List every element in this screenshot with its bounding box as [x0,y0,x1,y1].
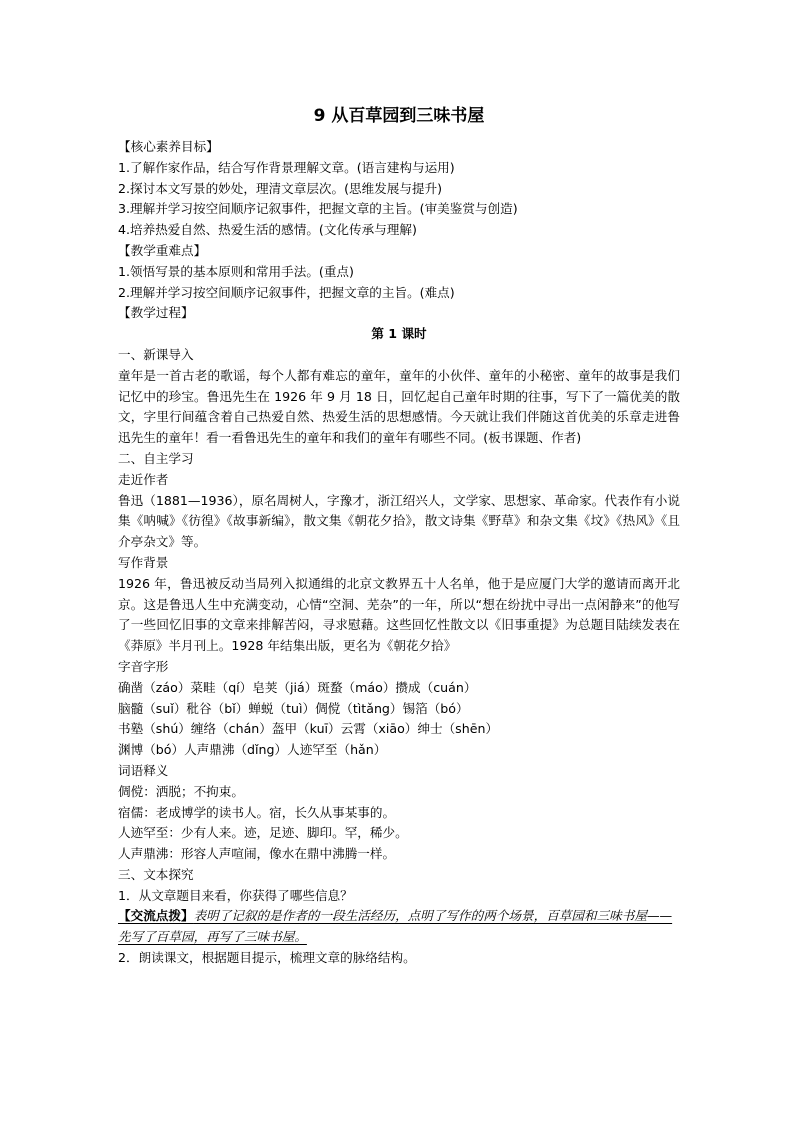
lesson-heading: 第 1 课时 [371,326,427,342]
author-heading: 走近作者 [118,471,169,487]
process-heading: 【教学过程】 [118,305,194,321]
discussion-tip [118,906,680,948]
vocabulary-line: 倜傥：洒脱；不拘束。 [118,783,244,799]
pronunciation-heading: 字音字形 [118,658,169,674]
keypoints-heading: 【教学重难点】 [118,242,207,258]
goal-item: 2.探讨本文写景的妙处，理清文章层次。(思维发展与提升) [118,180,443,196]
question-1: 1．从文章题目来看，你获得了哪些信息？ [118,887,353,903]
section-heading-intro: 一、新课导入 [118,346,194,362]
section-heading-self-study: 二、自主学习 [118,450,194,466]
vocabulary-line: 人声鼎沸：形容人声喧闹，像水在鼎中沸腾一样。 [118,846,396,862]
vocabulary-line: 人迹罕至：少有人来。迹，足迹、脚印。罕，稀少。 [118,825,408,841]
keypoint-item: 2.理解并学习按空间顺序记叙事件，把握文章的主旨。(难点) [118,284,455,300]
tip-body: 表明了记叙的是作者的一段生活经历，点明了写作的两个场景，百草园和三味书屋——先写了百草园，再写了三味书屋。 [118,908,673,945]
author-paragraph: 鲁迅（1881—1936），原名周树人，字豫才，浙江绍兴人，文学家、思想家、革命家。代表作有小说集《呐喊》《彷徨》《故事新编》，散文集《朝花夕拾》，散文诗集《野草》和杂文集《坟》《热风》《且介亭杂文》等。 [118,492,680,550]
document-page [118,104,680,969]
pronunciation-line: 渊博（bó）人声鼎沸（dǐng）人迹罕至（hǎn） [118,742,387,758]
goal-item: 3.理解并学习按空间顺序记叙事件，把握文章的主旨。(审美鉴赏与创造) [118,201,518,217]
document-title: 9 从百草园到三味书屋 [313,106,485,126]
background-paragraph: 1926 年，鲁迅被反动当局列入拟通缉的北京文教界五十人名单，他于是应厦门大学的邀请而离开北京。这是鲁迅人生中充满变动，心情“空洞、芜杂”的一年，所以“想在纷扰中寻出一点闲静来”的他写了一些回忆旧事的文章来排解苦闷，寻求慰藉。这些回忆性散文以《旧事重提》为总题目陆续发表在《莽原》半月刊上。1928 年结集出版，更名为《朝花夕拾》 [118,575,680,654]
pronunciation-line: 确凿（záo）菜畦（qí）皂荚（jiá）斑蝥（máo）攒成（cuán） [118,679,477,695]
goals-heading: 【核心素养目标】 [118,139,219,154]
question-2: 2．朗读课文，根据题目提示，梳理文章的脉络结构。 [118,950,416,966]
intro-paragraph: 童年是一首古老的歌谣，每个人都有难忘的童年，童年的小伙伴、童年的小秘密、童年的故事是我们记忆中的珍宝。鲁迅先生在 1926 年 9 月 18 日，回忆起自己童年时期的往事，写下了一篇优美的散文，字里行间蕴含着自己热爱自然、热爱生活的思想感情。今天就让我们伴随这首优美的乐章走进鲁迅先生的童年！看一看鲁迅先生的童年和我们的童年有哪些不同。(板书课题、作者) [118,367,680,446]
tip-tag: 【交流点拨】 [118,908,194,924]
vocabulary-heading: 词语释义 [118,762,169,778]
pronunciation-line: 书塾（shú）缠络（chán）盔甲（kuī）云霄（xiāo）绅士（shēn） [118,721,499,737]
goal-item: 1.了解作家作品，结合写作背景理解文章。(语言建构与运用) [118,159,455,175]
pronunciation-line: 脑髓（suǐ）秕谷（bǐ）蝉蜕（tuì）倜傥（tìtǎng）锡箔（bó） [118,700,469,716]
background-heading: 写作背景 [118,554,169,570]
vocabulary-line: 宿儒：老成博学的读书人。宿，长久从事某事的。 [118,804,396,820]
keypoint-item: 1.领悟写景的基本原则和常用手法。(重点) [118,263,354,279]
section-heading-exploration: 三、文本探究 [118,866,194,882]
goal-item: 4.培养热爱自然、热爱生活的感情。(文化传承与理解) [118,222,417,238]
